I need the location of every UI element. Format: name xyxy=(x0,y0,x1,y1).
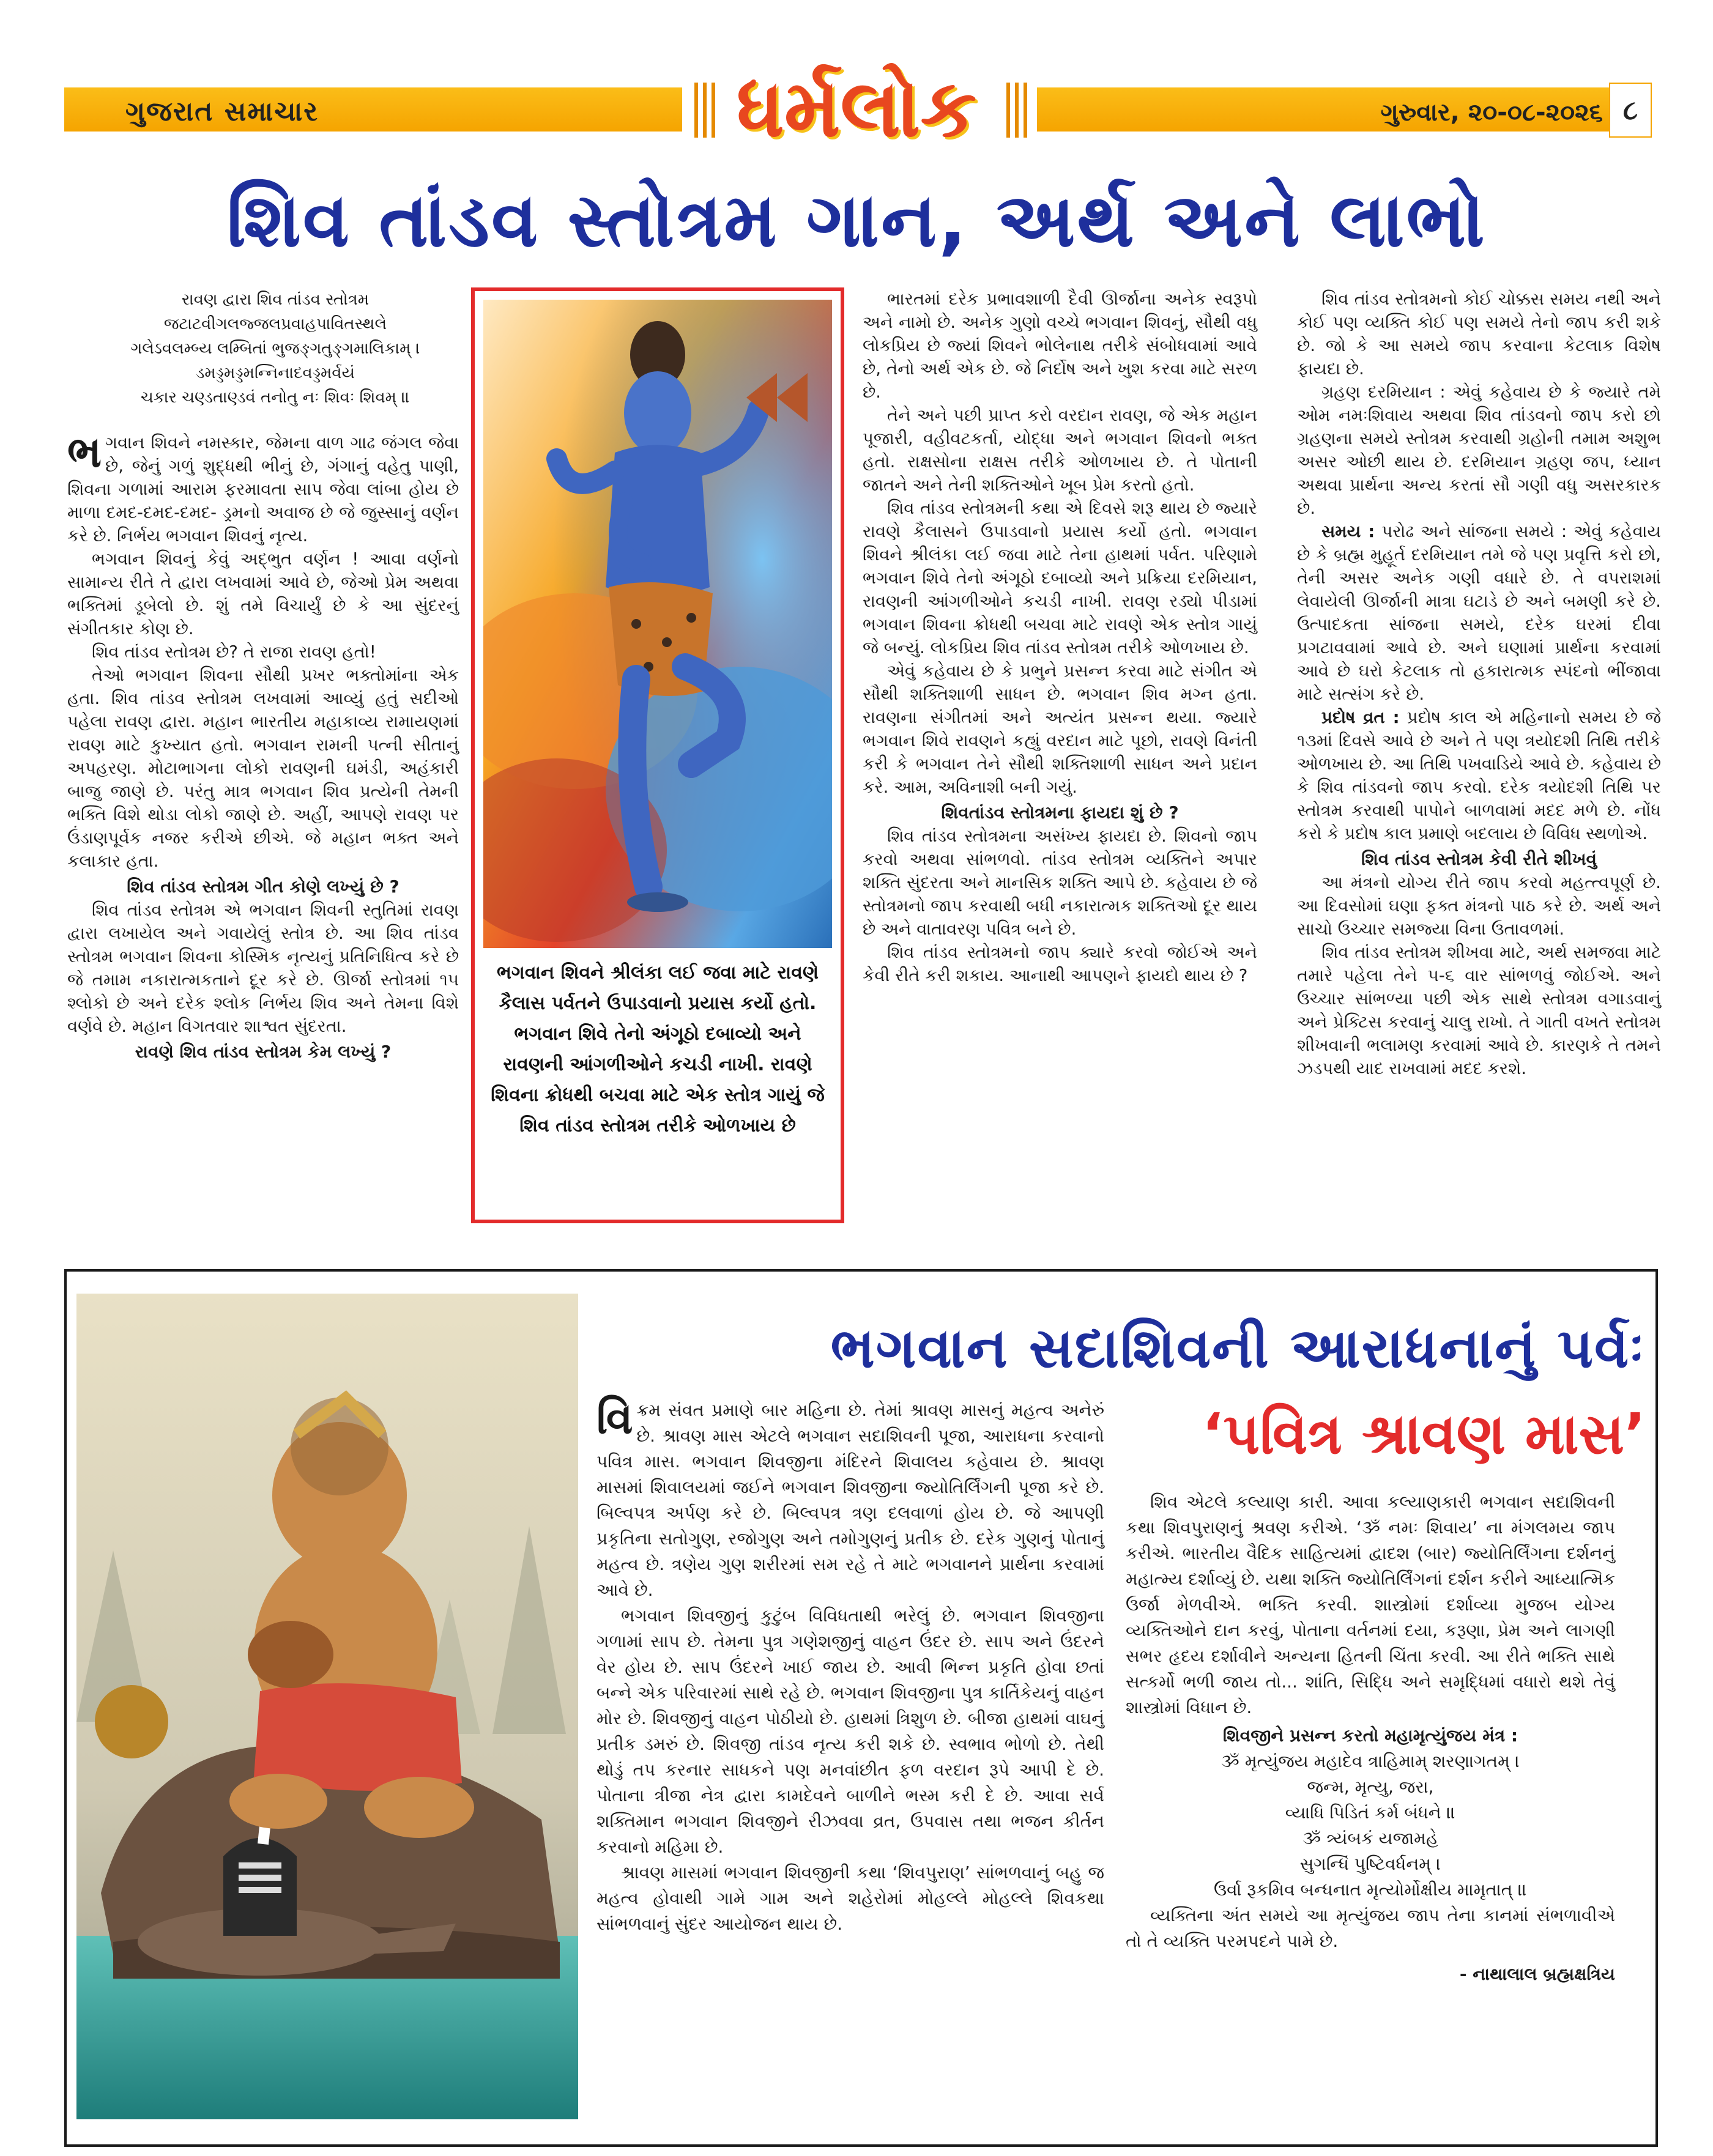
subheading: શિવ તાંડવ સ્તોત્રમ ગીત કોણે લખ્યું છે ? xyxy=(127,876,399,897)
paragraph: શિવ તાંડવ સ્તોત્રમ છે? તે રાજા રાવણ હતો! xyxy=(92,642,376,662)
paragraph: વ્યક્તિના અંત સમયે આ મૃત્યુંજય જાપ તેના કાનમાં સંભળાવીએ તો તે વ્યક્તિ પરમપદને પામે છે. xyxy=(1126,1905,1615,1951)
dancing-shiva-illustration-icon xyxy=(483,300,832,948)
paragraph: તેઓ ભગવાન શિવના સૌથી પ્રખર ભક્તોમાંના એક હતા. શિવ તાંડવ સ્તોત્રમ લખવામાં આવ્યું હતું સદીઓ પહેલા રાવણ દ્વારા. મહાન ભારતીય મહાકાવ્ય રામાયણમાં રાવણ માટે કુખ્યાત હતો. ભગવાન રામની પત્ની સીતાનું અપહરણ. મોટાભાગના લોકો રાવણની ઘમંડી, અહંકારી બાજુ જાણે છે. પરંતુ માત્ર ભગવાન શિવ પ્રત્યેની તેમની ભક્તિ વિશે થોડા લોકો જાણે છે. અહીં, આપણે રાવણ પર ઉંડાણપૂર્વક નજર કરીએ છીએ. જે મહાન ભક્ત અને કલાકાર હતા. xyxy=(67,665,459,871)
mantra-line: જન્મ, મૃત્યુ, જરા, xyxy=(1307,1777,1434,1797)
author-byline: - નાથાલાલ બ્રહ્મક્ષત્રિય xyxy=(1459,1964,1615,1984)
mantra-line: ૐ ત્ર્યંબકં યજામહે xyxy=(1302,1828,1438,1848)
header-bar-left xyxy=(64,87,682,132)
paragraph: વિક્રમ સંવત પ્રમાણે બાર મહિના છે. તેમાં શ્રાવણ માસનું મહત્વ અનેરું છે. શ્રાવણ માસ એટલે ભગવાન સદાશિવની પૂજા, આરાધના કરવાનો પવિત્ર માસ. ભગવાન શિવજીના મંદિરને શિવાલય કહેવાય છે. શ્રાવણ માસમાં શિવાલયમાં જઈને ભગવાન શિવજીના જ્યોતિર્લિંગની પૂજા કરે છે. બિલ્વપત્ર અર્પણ કરે છે. બિલ્વપત્ર ત્રણ દલવાળાં હોય છે. જે આપણી પ્રકૃતિના સતોગુણ, રજોગુણ અને તમોગુણનું પ્રતીક છે. દરેક ગુણનું પોતાનું મહત્વ છે. ત્રણેય ગુણ શરીરમાં સમ રહે તે માટે ભગવાનને પ્રાર્થના કરવામાં આવે છે. xyxy=(596,1393,1104,1600)
mantra-line: ૐ મૃત્યુંજય મહાદેવ ત્રાહિમામ્ શરણાગતમ્ । xyxy=(1221,1751,1520,1771)
issue-date: ગુરુવાર, ૨૦-૦૮-૨૦૨૬ xyxy=(1380,98,1603,127)
paragraph: એવું કહેવાય છે કે પ્રભુને પ્રસન્ન કરવા માટે સંગીત એ સૌથી શક્તિશાળી સાધન છે. ભગવાન શિવ મગ્ન હતા. રાવણના સંગીતમાં અને અત્યંત પ્રસન્ન થયા. જ્યારે ભગવાન શિવે રાવણને કહ્યું વરદાન માટે પૂછો, રાવણે વિનંતી કરી કે ભગવાન તેને સૌથી શક્તિશાળી સાધન અને પ્રદાન કરે. આમ, અવિનાશી બની ગયું. xyxy=(863,661,1257,797)
picture-caption: ભગવાન શિવને શ્રીલંકા લઈ જવા માટે રાવણે કૈલાસ પર્વતને ઉપાડવાનો પ્રયાસ કર્યો હતો. ભગવાન શિવે તેનો અંગૂઠો દબાવ્યો અને રાવણની આંગળીઓને કચડી નાખી. રાવણે શિવના ક્રોધથી બચવા માટે એક સ્તોત્ર ગાયું જે શિવ તાંડવ સ્તોત્રમ તરીકે ઓળખાય છે xyxy=(491,962,825,1136)
paragraph: શિવ એટલે કલ્યાણ કારી. આવા કલ્યાણકારી ભગવાન સદાશિવની કથા શિવપુરાણનું શ્રવણ કરીએ. ‘ૐ નમઃ શિવાય’ ના મંગલમય જાપ કરીએ. ભારતીય વૈદિક સાહિત્યમાં દ્વાદશ (બાર) જ્યોતિર્લિંગના દર્શનનું મહાત્મ્ય દર્શાવ્યું છે. યથા શક્તિ જ્યોતિર્લિંગનાં દર્શન કરીને આધ્યાત્મિક ઉર્જા મેળવીએ. ભક્તિ કરવી. શાસ્ત્રોમાં દર્શાવ્યા મુજબ યોગ્ય વ્યક્તિઓને દાન કરવું, પોતાના વર્તનમાં દયા, કરૂણા, પ્રેમ અને લાગણી સભર હૃદય દર્શાવીને અન્યના હિતની ચિંતા કરવી. આ રીતે ભક્તિ સાથે સત્કર્મો ભળી જાય તો... શાંતિ, સિદ્ધિ અને સમૃદ્ધિમાં વધારો થશે તેવું શાસ્ત્રોમાં વિધાન છે. xyxy=(1126,1492,1615,1717)
header-ornament-right xyxy=(1006,83,1031,138)
page-number: ૮ xyxy=(1609,83,1652,138)
paragraph: શ્રાવણ માસમાં ભગવાન શિવજીની કથા ‘શિવપુરાણ’ સાંભળવાનું બહુ જ મહત્વ હોવાથી ગામે ગામ અને શહેરોમાં મોહલ્લે મોહલ્લે શિવકથા સાંભળવાનું સુંદર આયોજન થાય છે. xyxy=(596,1862,1104,1934)
paragraph: ભારતમાં દરેક પ્રભાવશાળી દૈવી ઊર્જાના અનેક સ્વરૂપો અને નામો છે. અનેક ગુણો વચ્ચે ભગવાન શિવનું, સૌથી વધુ લોકપ્રિય છે જ્યાં શિવને ભોલેનાથ તરીકે સંબોધવામાં આવે છે, તેનો અર્થ એક છે. જે નિર્દોષ અને ખુશ કરવા માટે સરળ છે. xyxy=(863,289,1257,402)
paragraph: ભગવાન શિવનું કેવું અદ્ભુત વર્ણન ! આવા વર્ણનો સામાન્ય રીતે તે દ્વારા લખવામાં આવે છે, જેઓ પ્રેમ અથવા ભક્તિમાં ડૂબેલો છે. શું તમે વિચાર્યું છે કે આ સુંદરનું સંગીતકાર કોણ છે. xyxy=(67,549,459,639)
paragraph: પ્રદોષ વ્રત : પ્રદોષ કાલ એ મહિનાનો સમય છે જે ૧૩માં દિવસે આવે છે અને તે પણ ત્રયોદશી તિથિ તરીકે ઓળખાય છે. આ તિથિ પખવાડિયે આવે છે. કહેવાય છે કે શિવ તાંડવનો જાપ કરવો. દરેક ત્રયોદશી તિથિ પર સ્તોત્રમ કરવાથી પાપોને બાળવામાં મદદ મળે છે. નોંધ કરો કે પ્રદોષ કાલ પ્રમાણે બદલાય છે વિવિધ સ્થળોએ. xyxy=(1297,708,1661,843)
article-column-1 xyxy=(67,427,459,1064)
paragraph: ભગવાન શિવજીનું કુટુંબ વિવિધતાથી ભરેલું છે. ભગવાન શિવજીના ગળામાં સાપ છે. તેમના પુત્ર ગણેશજીનું વાહન ઉંદર છે. સાપ અને ઉંદરને વેર હોય છે. સાપ ઉંદરને ખાઈ જાય છે. આવી ભિન્ન પ્રકૃતિ હોવા છતાં બન્ને એક પરિવારમાં સાથે રહે છે. ભગવાન શિવજીના પુત્ર કાર્તિકેયનું વાહન મોર છે. શિવજીનું વાહન પોઠીયો છે. હાથમાં ત્રિશુળ છે. બીજા હાથમાં વાઘનું પ્રતીક ડમરું છે. શિવજી તાંડવ નૃત્ય કરી શકે છે. સ્વભાવ ભોળો છે. તેથી થોડું તપ કરનાર સાધકને પણ મનવાંછીત ફળ વરદાન રૂપે આપી દે છે. પોતાના ત્રીજા નેત્ર દ્વારા કામદેવને બાળીને ભસ્મ કરી દે છે. આવા સર્વ શક્તિમાન ભગવાન શિવજીને રીઝવવા વ્રત, ઉપવાસ તથા ભજન કીર્તન કરવાનો મહિમા છે. xyxy=(596,1606,1104,1857)
second-article-column-2 xyxy=(1126,1489,1615,1987)
article-column-3 xyxy=(863,287,1257,987)
mantra-block xyxy=(1126,1749,1615,1903)
paragraph: શિવ તાંડવ સ્તોત્રમનો કોઈ ચોક્કસ સમય નથી અને કોઈ પણ વ્યક્તિ કોઈ પણ સમયે તેનો જાપ કરી શકે છે. જો કે આ સમયે જાપ કરવાના કેટલાક વિશેષ ફાયદા છે. xyxy=(1297,289,1661,379)
shloka-line: ડમડ્ડમડ્ડમન્નિનાદવડ્ડમર્વયં xyxy=(196,364,355,382)
paragraph: શિવ તાંડવ સ્તોત્રમનો જાપ ક્યારે કરવો જોઈએ અને કેવી રીતે કરી શકાય. આનાથી આપણને ફાયદો થાય છે ? xyxy=(863,943,1257,985)
child-hanuman-shivling-illustration-icon xyxy=(76,1294,578,2119)
paragraph: શિવ તાંડવ સ્તોત્રમની કથા એ દિવસે શરૂ થાય છે જ્યારે રાવણે કૈલાસને ઉપાડવાનો પ્રયાસ કર્યો હતો. ભગવાન શિવને શ્રીલંકા લઈ જવા માટે તેના હાથમાં પર્વત. પરિણામે ભગવાન શિવે તેનો અંગૂઠો દબાવ્યો અને પ્રક્રિયા દરમિયાન, રાવણની આંગળીઓને કચડી નાખી. રાવણ રડ્યો પીડામાં ભગવાન શિવના ક્રોધથી બચવા માટે રાવણે એક સ્તોત્ર ગાયું જે બન્યું. લોકપ્રિય શિવ તાંડવ સ્તોત્રમ તરીકે ઓળખાય છે. xyxy=(863,498,1257,658)
shloka-line: ચકાર ચણ્ડતાણ્ડવં તનોતુ નઃ શિવઃ શિવમ્ ॥ xyxy=(140,388,411,407)
paragraph: શિવ તાંડવ સ્તોત્રમ શીખવા માટે, અર્થ સમજવા માટે તમારે પહેલા તેને ૫-૬ વાર સાંભળવું જોઈએ. અને ઉચ્ચાર સાંભળ્યા પછી એક સાથે સ્તોત્રમ વગાડવાનું અને પ્રેક્ટિસ કરવાનું ચાલુ રાખો. તે ગાતી વખતે સ્તોત્રમ શીખવાની ભલામણ કરવામાં આવે છે. કારણકે તે તમને ઝડપથી યાદ રાખવામાં મદદ કરશે. xyxy=(1297,943,1661,1078)
newspaper-name: ગુજરાત સમાચાર xyxy=(125,96,319,127)
second-article-title: ભગવાન સદાશિવની આરાધનાનું પર્વઃ xyxy=(830,1316,1646,1380)
subheading: શિવ તાંડવ સ્તોત્રમ કેવી રીતે શીખવું xyxy=(1361,849,1597,869)
dropcap: વિ xyxy=(596,1393,633,1443)
paragraph-label: સમય : xyxy=(1321,522,1375,541)
dropcap: ભ xyxy=(67,427,102,477)
subheading: શિવજીને પ્રસન્ન કરતો મહામૃત્યુંજય મંત્ર : xyxy=(1222,1725,1518,1746)
mantra-line: વ્યાધિ પિડિતં કર્મ બંધને ॥ xyxy=(1285,1802,1456,1823)
shloka-line: ગલેઽવલમ્બ્ય લમ્બિતાં ભુજઙ્ગતુઙ્ગમાલિકામ્ । xyxy=(130,339,420,358)
article-column-4 xyxy=(1297,287,1661,1080)
paragraph: તેને અને પછી પ્રાપ્ત કરો વરદાન રાવણ, જે એક મહાન પૂજારી, વહીવટકર્તા, યોદ્ધા અને ભગવાન શિવનો ભક્ત હતો. રાક્ષસોના રાક્ષસ તરીકે ઓળખાય છે. તે પોતાની જાતને અને તેની શક્તિઓને ખૂબ પ્રેમ કરતો હતો. xyxy=(863,406,1257,495)
second-article-column-1 xyxy=(596,1393,1104,1937)
mantra-line: ઉર્વા રૂકમિવ બન્ધનાત મૃત્યોર્મોક્ષીય મામૃતાત્ ॥ xyxy=(1213,1880,1528,1900)
paragraph: આ મંત્રનો યોગ્ય રીતે જાપ કરવો મહત્ત્વપૂર્ણ છે. આ દિવસોમાં ઘણા ફક્ત મંત્રનો પાઠ કરે છે. અર્થ અને સાચો ઉચ્ચાર સમજ્યા વિના ઉતાવળમાં. xyxy=(1297,873,1661,939)
paragraph: ભગવાન શિવને નમસ્કાર, જેમના વાળ ગાઢ જંગલ જેવા છે, જેનું ગળું શુદ્ધથી ભીનું છે, ગંગાનું વહેતુ પાણી, શિવના ગળામાં આરામ ફરમાવતા સાપ જેવા લાંબા હોય છે માળા દમદ-દમદ-દમદ- ડ્રમનો અવાજ છે જે જુસ્સાનું વર્ણન કરે છે. નિર્ભય ભગવાન શિવનું નૃત્ય. xyxy=(67,427,459,546)
shloka-block xyxy=(89,287,462,410)
article-title: શિવ તાંડવ સ્તોત્રમ ગાન, અર્થ અને લાભો xyxy=(226,177,1487,264)
second-article-subtitle: ‘પવિત્ર શ્રાવણ માસ’ xyxy=(1202,1401,1646,1467)
paragraph-label: પ્રદોષ વ્રત : xyxy=(1321,708,1400,727)
header-bar-right xyxy=(1037,87,1652,132)
subheading: રાવણે શિવ તાંડવ સ્તોત્રમ કેમ લખ્યું ? xyxy=(135,1042,392,1062)
shloka-line: જટાટવીગલજ્જલપ્રવાહપાવિતસ્થલે xyxy=(163,315,387,333)
paragraph: ગ્રહણ દરમિયાન : એવું કહેવાય છે કે જ્યારે તમે ઓમ નમઃશિવાય અથવા શિવ તાંડવનો જાપ કરો છો ગ્રહણના સમયે સ્તોત્રમ કરવાથી ગ્રહોની તમામ અશુભ અસર ઓછી થાય છે. દરમિયાન ગ્રહણ જપ, ધ્યાન અથવા પ્રાર્થના અન્ય કરતાં સૌ ગણી વધુ અસરકારક છે. xyxy=(1297,382,1661,518)
paragraph: શિવ તાંડવ સ્તોત્રમ એ ભગવાન શિવની સ્તુતિમાં રાવણ દ્વારા લખાયેલ અને ગવાયેલું સ્તોત્ર છે. આ શિવ તાંડવ સ્તોત્રમ ભગવાન શિવના કોસ્મિક નૃત્યનું પ્રતિનિધિત્વ કરે છે જે તમામ નકારાત્મકતાને દૂર કરે છે. ઊર્જા સ્તોત્રમાં ૧૫ શ્લોકો છે અને દરેક શ્લોક નિર્ભય શિવ અને તેમના વિશે વર્ણવે છે. મહાન વિગતવાર શાશ્વત સુંદરતા. xyxy=(67,900,459,1036)
section-logo: ધર્મલોક xyxy=(736,61,977,155)
mantra-line: સુગન્ધિં પુષ્ટિવર્ધનમ્ । xyxy=(1299,1854,1441,1874)
paragraph: શિવ તાંડવ સ્તોત્રમના અસંખ્ય ફાયદા છે. શિવનો જાપ કરવો અથવા સાંભળવો. તાંડવ સ્તોત્રમ વ્યક્તિને અપાર શક્તિ સુંદરતા અને માનસિક શક્તિ આપે છે. કહેવાય છે જે સ્તોત્રમનો જાપ કરવાથી બધી નકારાત્મક શક્તિઓ દૂર થાય છે અને વાતાવરણ પવિત્ર બને છે. xyxy=(863,826,1257,939)
shiva-picture-box xyxy=(471,287,844,1223)
subheading: શિવતાંડવ સ્તોત્રમના ફાયદા શું છે ? xyxy=(941,802,1179,823)
shloka-heading: રાવણ દ્વારા શિવ તાંડવ સ્તોત્રમ xyxy=(181,291,370,309)
paragraph: સમય : પરોઢ અને સાંજના સમયે : એવું કહેવાય છે કે બ્રહ્મ મુહૂર્ત દરમિયાન તમે જે પણ પ્રવૃત્તિ કરો છો, તેની અસર અનેક ગણી વધારે છે. તે વપરાશમાં લેવાયેલી ઊર્જાની માત્રા ઘટાડે છે અને બમણી કરે છે. ઉત્પાદકતા સાંજના સમયે, દરેક ઘરમાં દીવા પ્રગટાવવામાં આવે છે. અને ઘણામાં પ્રાર્થના કરવામાં આવે છે ઘરો કેટલાક તો હકારાત્મક સ્પંદનો ભીંજાવા માટે સત્સંગ કરે છે. xyxy=(1297,522,1661,704)
